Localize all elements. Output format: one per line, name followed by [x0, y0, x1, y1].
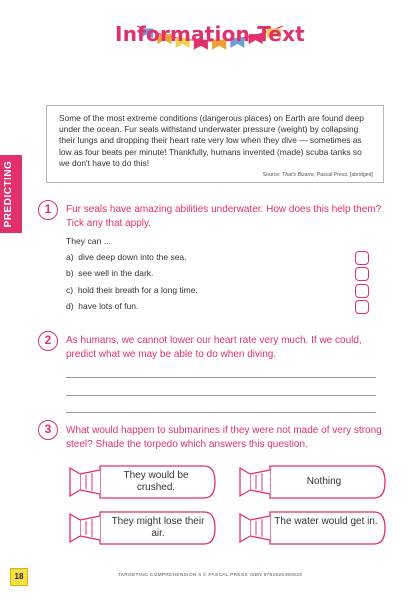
passage-text: Some of the most extreme conditions (dangerous places) on Earth are found deep under the ocean. Fur seals withstand underwater pressure (weight) by collapsing their lungs and dropping their heart rate very low when they dive — sometimes as low as four beats per minute! Thankfully, humans invented (made) scuba tanks so we don't have to do this!: [59, 113, 364, 168]
question-2-text: As humans, we cannot lower our heart rate very much. If we could, predict what we may be able to do when diving.: [66, 335, 362, 360]
question-number-1: 1: [38, 200, 58, 220]
question-1-lead: They can ...: [66, 236, 111, 246]
passage-source: Source: That's Bizarre, Pascal Press. [abridged]: [262, 172, 373, 179]
question-3-text: What would happen to submarines if they were not made of very strong steel? Shade the torpedo which answers this question.: [66, 425, 382, 450]
option-d: d) have lots of fun.: [66, 301, 139, 311]
option-a-checkbox[interactable]: [355, 251, 369, 265]
footer-text: TARGETING COMPREHENSION 4 © PASCAL PRESS ISBN 9781925490633: [117, 573, 303, 578]
torpedo-1-label: They would be crushed.: [123, 470, 189, 493]
option-b: b) see well in the dark.: [66, 268, 154, 278]
option-b-checkbox[interactable]: [355, 267, 369, 281]
question-number-3: 3: [38, 420, 58, 440]
passage-box: [46, 105, 384, 183]
question-number-2: 2: [38, 331, 58, 351]
side-tab-label: PREDICTING: [3, 160, 14, 228]
page-number: 18: [10, 568, 28, 586]
answer-line-3[interactable]: [66, 412, 376, 413]
answer-line-1[interactable]: [66, 377, 376, 378]
option-c: c) hold their breath for a long time.: [66, 285, 198, 295]
question-1-text: Fur seals have amazing abilities underwater. How does this help them? Tick any that apply.: [66, 204, 382, 229]
torpedo-4[interactable]: [236, 508, 386, 548]
answer-line-2[interactable]: [66, 395, 376, 396]
torpedo-4-label: The water would get in.: [274, 516, 378, 527]
torpedo-2-label: Nothing: [306, 476, 342, 487]
torpedo-3-label: They might lose their air.: [111, 516, 205, 539]
option-a: a) dive deep down into the sea.: [66, 252, 187, 262]
option-d-checkbox[interactable]: [355, 300, 369, 314]
page-title: Information Text: [115, 22, 305, 46]
option-c-checkbox[interactable]: [355, 284, 369, 298]
